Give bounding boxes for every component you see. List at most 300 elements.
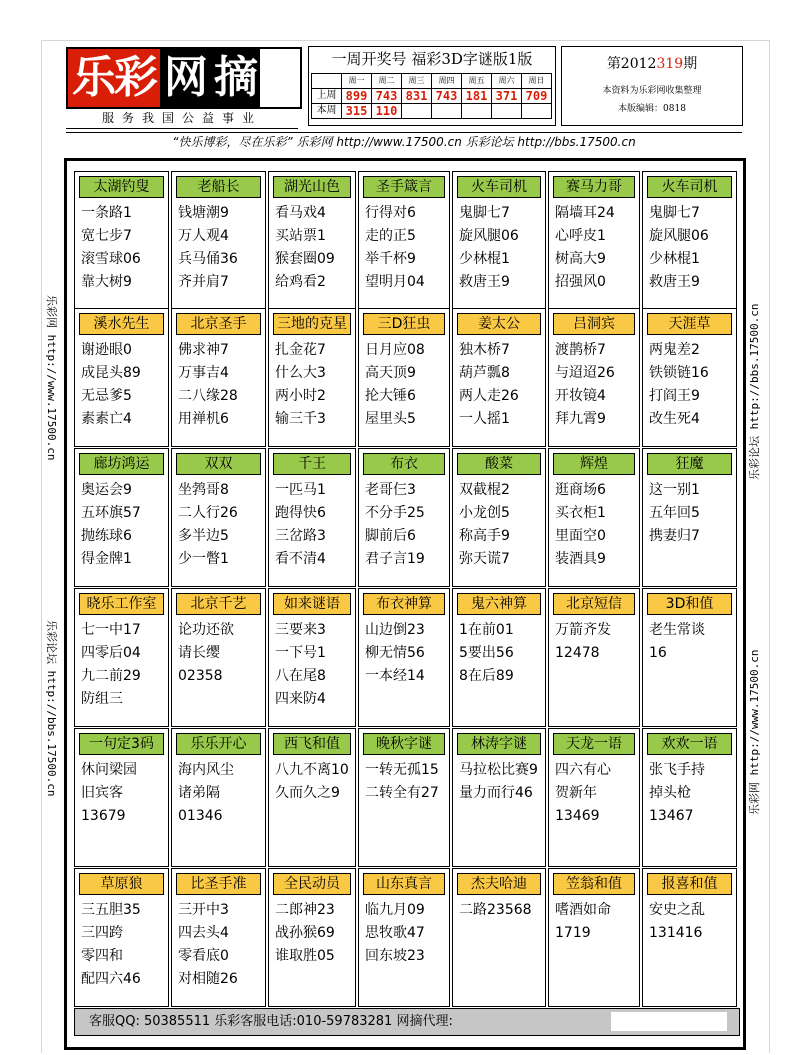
tip-card-body — [275, 899, 353, 968]
tip-line: 老生常谈 — [649, 622, 705, 638]
tip-card-body — [555, 479, 637, 571]
tip-card-body — [649, 899, 734, 945]
tip-line: 久而久之9 — [275, 785, 340, 801]
tip-line: 掉头枪 — [649, 785, 691, 801]
tip-card-title: 山东真言 — [363, 873, 445, 895]
tip-card-body — [365, 759, 447, 805]
tip-line: 携妻归7 — [649, 528, 700, 544]
tip-line: 双截棍2 — [459, 482, 510, 498]
tip-line: 二郎神23 — [275, 902, 335, 918]
tip-card-body — [81, 899, 166, 991]
tip-card-title: 一句定3码 — [79, 733, 164, 755]
tip-line: 四六有心 — [555, 762, 611, 778]
this-week-number — [402, 104, 432, 119]
tip-line: 一转无孤15 — [365, 762, 439, 778]
tip-line: 诸弟隔 — [178, 785, 220, 801]
last-week-number: 831 — [402, 89, 432, 104]
tip-line: 论功还欲 — [178, 622, 234, 638]
tip-card-body — [275, 619, 353, 711]
tip-line: 抛练球6 — [81, 528, 132, 544]
tip-line: 谁取胜05 — [275, 948, 335, 964]
tip-card-body — [365, 479, 447, 571]
tip-card — [171, 728, 266, 867]
tip-card — [452, 308, 546, 447]
tip-line: 谢逊眼0 — [81, 342, 132, 358]
tip-card-title: 酸菜 — [457, 453, 541, 475]
this-week-number — [462, 104, 492, 119]
tip-card — [548, 308, 640, 447]
tip-line: 看不清4 — [275, 551, 326, 567]
tip-line: 树高大9 — [555, 251, 606, 267]
tip-card — [74, 728, 169, 867]
last-week-number: 371 — [492, 89, 522, 104]
this-week-number — [492, 104, 522, 119]
tip-line: 四零后04 — [81, 645, 141, 661]
tip-line: 抡大锤6 — [365, 388, 416, 404]
tip-line: 三五胆35 — [81, 902, 141, 918]
this-week-number: 315 — [342, 104, 372, 119]
tip-line: 量力而行46 — [459, 785, 533, 801]
tip-card-title: 天龙一语 — [553, 733, 635, 755]
tip-line: 八九不离10 — [275, 762, 349, 778]
tip-card — [642, 448, 737, 587]
tip-card — [358, 588, 450, 727]
logo-subtitle: 服务我国公益事业 — [66, 108, 298, 129]
tip-card — [452, 868, 546, 1007]
tip-card — [171, 588, 266, 727]
tip-line: 输三千3 — [275, 411, 326, 427]
tip-line: 逛商场6 — [555, 482, 606, 498]
tip-card-title: 姜太公 — [457, 313, 541, 335]
tip-line: 对相随26 — [178, 971, 238, 987]
agent-field — [611, 1012, 727, 1031]
tip-line: 一匹马1 — [275, 482, 326, 498]
tip-card-body — [178, 202, 263, 294]
tip-line: 三开中3 — [178, 902, 229, 918]
tip-line: 用禅机6 — [178, 411, 229, 427]
tip-line: 猴套圈09 — [275, 251, 335, 267]
tip-line: 装酒具9 — [555, 551, 606, 567]
tip-line: 少林棍1 — [649, 251, 700, 267]
last-week-number: 181 — [462, 89, 492, 104]
tip-line: 旧宾客 — [81, 785, 123, 801]
tip-line: 齐并肩7 — [178, 274, 229, 290]
tip-line: 思牧歌47 — [365, 925, 425, 941]
day-header: 周一 — [342, 74, 372, 89]
tip-card — [358, 868, 450, 1007]
tip-line: 山边倒23 — [365, 622, 425, 638]
tip-line: 心呼皮1 — [555, 228, 606, 244]
tip-card-body — [365, 202, 447, 294]
tip-card-title: 布衣 — [363, 453, 445, 475]
tip-card-body — [365, 339, 447, 431]
tip-line: 看马戏4 — [275, 205, 326, 221]
tip-line: 两小时2 — [275, 388, 326, 404]
tip-card — [548, 448, 640, 587]
tip-line: 二转全有27 — [365, 785, 439, 801]
issue-editor: 本版编辑：0818 — [618, 104, 686, 114]
tip-card-body — [81, 619, 166, 711]
tip-card-title: 千王 — [273, 453, 351, 475]
tip-card-title: 如来谜语 — [273, 593, 351, 615]
tip-line: 回东坡23 — [365, 948, 425, 964]
tip-line: 渡鹊桥7 — [555, 342, 606, 358]
issue-number — [562, 53, 742, 73]
tip-line: 13469 — [555, 808, 600, 824]
tip-line: 救唐王9 — [649, 274, 700, 290]
tip-line: 万箭齐发 — [555, 622, 611, 638]
side-text-left-top: 乐彩网 http://www.17500.cn — [45, 295, 58, 461]
tip-line: 靠大树9 — [81, 274, 132, 290]
tip-card — [74, 868, 169, 1007]
tip-line: 改生死4 — [649, 411, 700, 427]
footer-bar — [74, 1008, 740, 1036]
tip-line: 5要出56 — [459, 645, 514, 661]
tip-line: 休问梁园 — [81, 762, 137, 778]
tip-card — [548, 868, 640, 1007]
tip-line: 素素亡4 — [81, 411, 132, 427]
tip-line: 给鸡看2 — [275, 274, 326, 290]
tip-card — [548, 588, 640, 727]
tip-card — [268, 171, 356, 310]
tip-line: 1在前01 — [459, 622, 514, 638]
tip-line: 七一中17 — [81, 622, 141, 638]
tip-card-title: 火车司机 — [457, 176, 541, 198]
tip-card-title: 欢欢一语 — [647, 733, 732, 755]
issue-note: 本资料为乐彩网收集整理 — [602, 86, 702, 96]
tip-line: 柳无情56 — [365, 645, 425, 661]
logo-part2: 网 — [160, 49, 210, 107]
tip-line: 请长缨 — [178, 645, 220, 661]
tip-line: 君子言19 — [365, 551, 425, 567]
tip-line: 马拉松比赛9 — [459, 762, 538, 778]
tip-card-title: 太湖钓叟 — [79, 176, 164, 198]
tip-card — [548, 171, 640, 310]
tip-line: 独木桥7 — [459, 342, 510, 358]
tip-card-title: 北京千艺 — [176, 593, 261, 615]
tip-card — [74, 588, 169, 727]
tip-card-title: 北京短信 — [553, 593, 635, 615]
tip-card-title: 晓乐工作室 — [79, 593, 164, 615]
tip-line: 与迢迢26 — [555, 365, 615, 381]
tip-line: 三四跨 — [81, 925, 123, 941]
tip-card-body — [178, 339, 263, 431]
tip-card-body — [275, 479, 353, 571]
tip-card-title: 廊坊鸿运 — [79, 453, 164, 475]
tip-card-body — [81, 759, 166, 828]
tip-card-title: 3D和值 — [647, 593, 732, 615]
tip-line: 高天顶9 — [365, 365, 416, 381]
tip-card — [171, 171, 266, 310]
tip-line: 战孙猴69 — [275, 925, 335, 941]
tip-line: 鬼脚七7 — [649, 205, 700, 221]
tip-line: 三要来3 — [275, 622, 326, 638]
tip-line: 弥天谎7 — [459, 551, 510, 567]
tip-card-body — [178, 619, 263, 688]
day-header: 周三 — [402, 74, 432, 89]
tip-card — [548, 728, 640, 867]
tip-line: 葫芦瓢8 — [459, 365, 510, 381]
tip-card-title: 晚秋字谜 — [363, 733, 445, 755]
tip-line: 13679 — [81, 808, 126, 824]
tip-card-title: 圣手箴言 — [363, 176, 445, 198]
tip-line: 钱塘潮9 — [178, 205, 229, 221]
tip-card — [74, 171, 169, 310]
tip-line: 1719 — [555, 925, 591, 941]
side-text-right-top: 乐彩论坛 http://bbs.17500.cn — [748, 303, 761, 480]
last-week-number: 899 — [342, 89, 372, 104]
tip-card-body — [275, 759, 353, 805]
tip-line: 二八缘28 — [178, 388, 238, 404]
tip-line: 成昆头89 — [81, 365, 141, 381]
this-week-number — [432, 104, 462, 119]
tip-card-title: 杰夫哈迪 — [457, 873, 541, 895]
tip-card-title: 笠翁和值 — [553, 873, 635, 895]
weekly-results-box — [308, 46, 556, 126]
tip-line: 三岔路3 — [275, 528, 326, 544]
tip-line: 招强风0 — [555, 274, 606, 290]
tip-card-title: 老船长 — [176, 176, 261, 198]
tip-line: 13467 — [649, 808, 694, 824]
tip-line: 九二前29 — [81, 668, 141, 684]
tip-line: 贺新年 — [555, 785, 597, 801]
tip-line: 老哥仨3 — [365, 482, 416, 498]
this-week-label: 本周 — [312, 104, 342, 119]
this-week-number: 110 — [372, 104, 402, 119]
tip-card — [171, 308, 266, 447]
tip-line: 脚前后6 — [365, 528, 416, 544]
tip-card — [268, 868, 356, 1007]
tip-line: 铁锁链16 — [649, 365, 709, 381]
logo-part1: 乐彩 — [68, 49, 160, 107]
tip-line: 一下号1 — [275, 645, 326, 661]
tip-card-body — [649, 479, 734, 548]
tip-card-title: 狂魔 — [647, 453, 732, 475]
tip-line: 二人行26 — [178, 505, 238, 521]
tip-card-title: 鬼六神算 — [457, 593, 541, 615]
tip-line: 旋风腿06 — [649, 228, 709, 244]
tip-line: 万人观4 — [178, 228, 229, 244]
tip-line: 12478 — [555, 645, 600, 661]
tip-card-title: 布衣神算 — [363, 593, 445, 615]
tip-card — [642, 171, 737, 310]
tip-card-body — [178, 479, 263, 571]
tip-card-body — [275, 339, 353, 431]
tip-card — [74, 448, 169, 587]
tip-line: 安史之乱 — [649, 902, 705, 918]
day-header: 周二 — [372, 74, 402, 89]
tip-line: 一条路1 — [81, 205, 132, 221]
tip-line: 无忌爹5 — [81, 388, 132, 404]
tip-card — [358, 171, 450, 310]
tip-card-body — [81, 339, 166, 431]
tip-line: 得金牌1 — [81, 551, 132, 567]
this-week-number — [522, 104, 552, 119]
issue-prefix: 第2012 — [606, 56, 657, 72]
day-header: 周日 — [522, 74, 552, 89]
tip-line: 多半边5 — [178, 528, 229, 544]
tip-card — [268, 728, 356, 867]
tip-line: 海内风尘 — [178, 762, 234, 778]
tip-card-title: 火车司机 — [647, 176, 732, 198]
tip-line: 不分手25 — [365, 505, 425, 521]
tip-card-body — [459, 339, 543, 431]
tip-line: 两鬼差2 — [649, 342, 700, 358]
last-week-number: 743 — [432, 89, 462, 104]
tip-card-body — [555, 759, 637, 828]
tip-line: 宽七步7 — [81, 228, 132, 244]
tip-card — [268, 588, 356, 727]
day-header: 周六 — [492, 74, 522, 89]
tip-card-body — [178, 759, 263, 828]
tip-card-body — [555, 202, 637, 294]
tip-line: 鬼脚七7 — [459, 205, 510, 221]
side-text-right-bottom: 乐彩网 http://www.17500.cn — [748, 649, 761, 815]
tip-line: 奥运会9 — [81, 482, 132, 498]
tip-card — [642, 728, 737, 867]
tip-card-title: 辉煌 — [553, 453, 635, 475]
tip-card-body — [555, 899, 637, 945]
tip-line: 01346 — [178, 808, 223, 824]
tip-line: 望明月04 — [365, 274, 425, 290]
tip-line: 坐鹁哥8 — [178, 482, 229, 498]
tip-line: 零四和 — [81, 948, 123, 964]
tip-card-title: 北京圣手 — [176, 313, 261, 335]
tip-line: 举千杯9 — [365, 251, 416, 267]
tip-line: 这一别1 — [649, 482, 700, 498]
tip-card-title: 溪水先生 — [79, 313, 164, 335]
tip-card-title: 双双 — [176, 453, 261, 475]
side-text-left-bottom: 乐彩论坛 http://bbs.17500.cn — [45, 620, 58, 797]
tip-card-body — [649, 759, 734, 828]
tip-card-title: 吕洞宾 — [553, 313, 635, 335]
tip-line: 四去头4 — [178, 925, 229, 941]
tip-card-body — [649, 202, 734, 294]
tip-card — [171, 448, 266, 587]
tip-line: 一人摇1 — [459, 411, 510, 427]
corner-cell — [312, 74, 342, 89]
tip-card-body — [178, 899, 263, 991]
tip-line: 万事吉4 — [178, 365, 229, 381]
tip-card-body — [555, 619, 637, 665]
tip-card — [268, 448, 356, 587]
tip-card-body — [275, 202, 353, 294]
tip-line: 买站票1 — [275, 228, 326, 244]
tip-card — [358, 308, 450, 447]
tip-line: 五环旗57 — [81, 505, 141, 521]
tip-card-body — [649, 619, 734, 665]
tip-card-title: 天涯草 — [647, 313, 732, 335]
last-week-label: 上周 — [312, 89, 342, 104]
tip-line: 屋里头5 — [365, 411, 416, 427]
weekly-results-title: 一周开奖号 福彩3D字谜版1版 — [331, 50, 533, 68]
tip-line: 日月应08 — [365, 342, 425, 358]
tip-card — [452, 588, 546, 727]
tip-line: 里面空0 — [555, 528, 606, 544]
tip-card-body — [459, 202, 543, 294]
tip-line: 走的正5 — [365, 228, 416, 244]
tip-card-title: 乐乐开心 — [176, 733, 261, 755]
tip-card-body — [459, 619, 543, 688]
last-week-number: 709 — [522, 89, 552, 104]
tip-line: 一本经14 — [365, 668, 425, 684]
tip-line: 少一瞥1 — [178, 551, 229, 567]
tip-card — [452, 171, 546, 310]
tip-line: 临九月09 — [365, 902, 425, 918]
tip-line: 配四六46 — [81, 971, 141, 987]
tip-card — [642, 588, 737, 727]
tip-card — [452, 448, 546, 587]
tip-card-body — [649, 339, 734, 431]
tip-line: 旋风腿06 — [459, 228, 519, 244]
issue-box — [561, 46, 743, 126]
tip-card-body — [459, 479, 543, 571]
tip-line: 二路23568 — [459, 902, 532, 918]
tip-card — [171, 868, 266, 1007]
weekly-results-table — [311, 73, 552, 119]
tip-line: 兵马俑36 — [178, 251, 238, 267]
tip-card — [642, 308, 737, 447]
tip-card-title: 全民动员 — [273, 873, 351, 895]
tip-card-title: 报喜和值 — [647, 873, 732, 895]
tip-line: 救唐王9 — [459, 274, 510, 290]
tip-line: 五年回5 — [649, 505, 700, 521]
tip-card-title: 湖光山色 — [273, 176, 351, 198]
tip-line: 什么大3 — [275, 365, 326, 381]
tip-card-body — [459, 899, 543, 922]
tips-grid — [64, 158, 746, 1050]
tip-line: 滚雪球06 — [81, 251, 141, 267]
tip-line: 小龙创5 — [459, 505, 510, 521]
tip-line: 零看底0 — [178, 948, 229, 964]
tip-card-title: 林涛字谜 — [457, 733, 541, 755]
tip-line: 嗜酒如命 — [555, 902, 611, 918]
tip-line: 防组三 — [81, 691, 123, 707]
footer-contact: 客服QQ: 50385511 乐彩客服电话:010-59783281 网摘代理: — [89, 1014, 453, 1029]
tip-card — [452, 728, 546, 867]
tip-line: 四来防4 — [275, 691, 326, 707]
issue-digits: 319 — [656, 56, 684, 72]
tip-line: 少林棍1 — [459, 251, 510, 267]
tip-line: 开妆镜4 — [555, 388, 606, 404]
tip-line: 行得对6 — [365, 205, 416, 221]
tip-line: 八在尾8 — [275, 668, 326, 684]
tip-line: 隔墙耳24 — [555, 205, 615, 221]
tip-line: 两人走26 — [459, 388, 519, 404]
tip-card — [268, 308, 356, 447]
day-header: 周五 — [462, 74, 492, 89]
tip-line: 扎金花7 — [275, 342, 326, 358]
tip-line: 131416 — [649, 925, 703, 941]
tip-card-title: 赛马力哥 — [553, 176, 635, 198]
day-header: 周四 — [432, 74, 462, 89]
tip-card-body — [555, 339, 637, 431]
last-week-number: 743 — [372, 89, 402, 104]
tip-card — [358, 448, 450, 587]
tip-card-title: 比圣手准 — [176, 873, 261, 895]
logo-part3: 摘 — [210, 49, 260, 107]
tip-line: 8在后89 — [459, 668, 514, 684]
tip-line: 打阎王9 — [649, 388, 700, 404]
tip-line: 称高手9 — [459, 528, 510, 544]
tip-card-body — [365, 619, 447, 688]
tip-card-title: 三D狂虫 — [363, 313, 445, 335]
tip-card-body — [365, 899, 447, 968]
tip-line: 张飞手持 — [649, 762, 705, 778]
tip-card-title: 西飞和值 — [273, 733, 351, 755]
tip-line: 02358 — [178, 668, 223, 684]
tip-card-body — [459, 759, 543, 805]
